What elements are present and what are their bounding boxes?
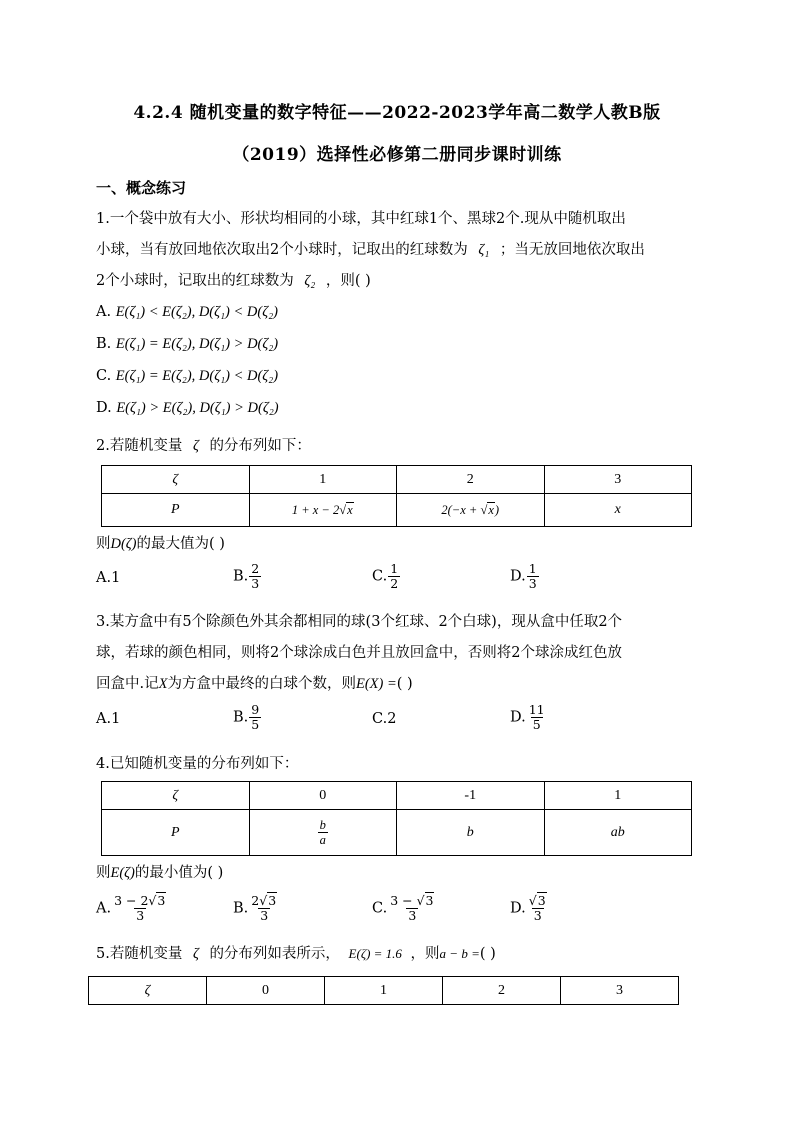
- q2-stem: [96, 434, 311, 455]
- table-cell: [249, 810, 397, 856]
- q3-option-d: [510, 703, 548, 732]
- table-cell: ζ: [102, 782, 250, 810]
- option-expr: E(ζ₁) = E(ζ₂), D(ζ₁) > D(ζ₂): [115, 336, 279, 352]
- q3-stem-line-1: 3.某方盒中有5个除颜色外其余都相同的球(3个红球、2个白球)，现从盒中任取2个: [96, 614, 623, 630]
- option-label: A.: [96, 711, 112, 727]
- q3-stem-line-2: 球，若球的颜色相同，则将2个球涂成白色并且放回盒中，否则将2个球涂成红色放: [96, 645, 622, 661]
- cell-expr: x: [488, 502, 494, 517]
- table-cell: ζ: [102, 466, 250, 494]
- num-root: 3: [268, 893, 277, 908]
- table-cell: ab: [544, 810, 692, 856]
- option-label: C.: [96, 368, 112, 384]
- q2-option-d: [510, 562, 540, 591]
- q5-text: ，则: [410, 946, 440, 962]
- option-label: B.: [233, 568, 249, 585]
- denominator: 3: [251, 576, 260, 591]
- option-label: D.: [510, 900, 526, 917]
- q3-option-a: [96, 711, 120, 727]
- q4-option-c: [372, 894, 437, 923]
- cell-expr: 2(−x +: [441, 502, 481, 517]
- q1-stem-line-1: 1.一个袋中放有大小、形状均相同的小球，其中红球1个、黑球2个.现从中随机取出: [96, 211, 626, 227]
- numerator: b: [319, 818, 326, 832]
- fraction: [388, 562, 400, 591]
- option-label: B.: [233, 709, 249, 726]
- num-part: 3 −: [390, 893, 417, 908]
- sqrt-symbol: √: [339, 502, 347, 517]
- q2-distribution-table: [101, 465, 692, 527]
- fraction: [249, 562, 261, 591]
- q2-text: 2.若随机变量: [96, 438, 183, 454]
- numerator: [249, 894, 279, 908]
- table-cell: 3: [544, 466, 692, 494]
- denominator: 5: [532, 717, 541, 732]
- option-expr: E(ζ₁) < E(ζ₂), D(ζ₁) < D(ζ₂): [115, 304, 278, 320]
- q4-text: 的最小值为( ): [134, 865, 224, 881]
- sqrt-symbol: √: [148, 893, 157, 908]
- q1-zeta2: ζ₂: [304, 273, 316, 289]
- q4-expr: E(ζ): [110, 865, 135, 881]
- option-label: C.: [372, 711, 388, 727]
- q1-text: 小球，当有放回地依次取出2个小球时，记取出的红球数为: [96, 242, 468, 258]
- q1-option-b: [96, 336, 278, 353]
- q1-zeta1: ζ₁: [478, 242, 490, 258]
- q2-zeta: ζ: [192, 438, 199, 454]
- table-row: [102, 782, 692, 810]
- page-title-line-2: （2019）选择性必修第二册同步课时训练: [232, 145, 562, 165]
- num-part: 2: [251, 893, 260, 908]
- option-label: A.: [96, 304, 112, 320]
- q2-text: 则: [96, 536, 111, 552]
- option-label: D.: [510, 568, 526, 585]
- q3-option-c: [372, 711, 396, 727]
- q2-option-a: [96, 570, 120, 586]
- table-cell: ζ: [89, 977, 207, 1005]
- q1-option-a: [96, 304, 278, 321]
- option-value: 2: [387, 711, 397, 727]
- q4-option-d: [510, 894, 550, 923]
- numerator: 1: [528, 561, 537, 576]
- table-row: [102, 466, 692, 494]
- numerator: [112, 894, 168, 908]
- denominator: 3: [408, 908, 417, 923]
- fraction: [527, 562, 539, 591]
- num-root: 3: [425, 893, 434, 908]
- denominator: 2: [390, 576, 399, 591]
- table-cell: 1: [544, 782, 692, 810]
- table-cell: -1: [397, 782, 545, 810]
- numerator: 1: [390, 561, 399, 576]
- table-row: [89, 977, 679, 1005]
- fraction: [112, 894, 168, 923]
- option-label: B.: [96, 336, 112, 352]
- table-row: [102, 494, 692, 527]
- numerator: 11: [528, 702, 545, 717]
- q3-var: X: [158, 676, 168, 692]
- q2-expr: D(ζ): [110, 536, 137, 552]
- section-heading: 一、概念练习: [96, 179, 187, 197]
- q4-option-a: [96, 894, 169, 923]
- table-cell: P: [102, 810, 250, 856]
- fraction: [388, 894, 436, 923]
- table-cell: x: [544, 494, 692, 527]
- denominator: 3: [260, 908, 269, 923]
- q2-text: 的分布列如下：: [209, 438, 311, 454]
- q5-text: 的分布列如表所示，: [209, 946, 340, 962]
- q3-option-b: [233, 703, 262, 732]
- q3-text: ( ): [396, 676, 413, 692]
- option-label: D.: [96, 400, 112, 416]
- table-cell: 0: [207, 977, 325, 1005]
- q4-stem: 4.已知随机变量的分布列如下：: [96, 756, 299, 772]
- q2-text: 的最大值为( ): [136, 536, 225, 552]
- q4-distribution-table: [101, 781, 692, 856]
- cell-expr: x: [347, 502, 353, 517]
- q2-follow: [96, 532, 225, 553]
- fraction: [527, 894, 549, 923]
- numerator: 2: [251, 561, 260, 576]
- sqrt-symbol: √: [528, 893, 537, 908]
- option-value: 1: [111, 570, 121, 586]
- option-label: D.: [510, 709, 526, 726]
- sqrt-symbol: √: [416, 893, 425, 908]
- option-label: C.: [372, 900, 388, 917]
- sqrt-symbol: √: [480, 502, 488, 517]
- q5-distribution-table: [88, 976, 679, 1005]
- option-label: A.: [96, 900, 112, 917]
- page-title-line-1: 4.2.4 随机变量的数字特征——2022-2023学年高二数学人教B版: [133, 103, 661, 123]
- table-cell: P: [102, 494, 250, 527]
- option-label: A.: [96, 570, 112, 586]
- numerator: [527, 894, 549, 908]
- q3-stem-line-3: [96, 672, 413, 693]
- q4-follow: [96, 861, 223, 882]
- table-cell: 1: [325, 977, 443, 1005]
- table-cell: 2: [443, 977, 561, 1005]
- denominator: 3: [136, 908, 145, 923]
- denominator: 3: [533, 908, 542, 923]
- option-expr: E(ζ₁) = E(ζ₂), D(ζ₁) < D(ζ₂): [115, 368, 279, 384]
- table-cell: 0: [249, 782, 397, 810]
- q5-expr: a − b =: [439, 946, 480, 961]
- q4-text: 则: [96, 865, 111, 881]
- q1-stem-line-2: [96, 238, 645, 259]
- num-part: 3 − 2: [114, 893, 149, 908]
- q3-expr: E(X) =: [355, 676, 397, 692]
- q5-expr: E(ζ) = 1.6: [348, 946, 402, 961]
- cell-expr: 1 + x − 2: [291, 502, 340, 517]
- q2-option-c: [372, 562, 401, 591]
- q1-stem-line-3: [96, 269, 371, 290]
- table-cell: [249, 494, 397, 527]
- sqrt-symbol: √: [259, 893, 268, 908]
- fraction: [249, 894, 279, 923]
- q5-text: ( ): [479, 946, 496, 962]
- fraction: [249, 703, 261, 732]
- denominator: a: [319, 833, 326, 847]
- q4-option-b: [233, 894, 280, 923]
- table-cell: b: [397, 810, 545, 856]
- q1-text: ；当无放回地依次取出: [499, 242, 645, 258]
- denominator: 5: [251, 717, 260, 732]
- option-label: B.: [233, 900, 249, 917]
- option-value: 1: [111, 711, 121, 727]
- numerator: 9: [251, 702, 260, 717]
- table-cell: [397, 494, 545, 527]
- table-cell: 1: [249, 466, 397, 494]
- q5-zeta: ζ: [192, 946, 199, 962]
- q1-text: ，则( ): [325, 273, 371, 289]
- table-row: [102, 810, 692, 856]
- q2-option-b: [233, 562, 262, 591]
- q3-text: 回盒中.记: [96, 676, 159, 692]
- q5-stem: [96, 942, 496, 963]
- fraction: [318, 818, 328, 847]
- denominator: 3: [528, 576, 537, 591]
- q5-text: 5.若随机变量: [96, 946, 183, 962]
- q3-text: 为方盒中最终的白球个数，则: [167, 676, 356, 692]
- q1-text: 2个小球时，记取出的红球数为: [96, 273, 294, 289]
- cell-expr: ): [494, 502, 500, 517]
- option-expr: E(ζ₁) > E(ζ₂), D(ζ₁) > D(ζ₂): [116, 400, 279, 416]
- num-root: 3: [537, 893, 546, 908]
- table-cell: 3: [561, 977, 679, 1005]
- q1-option-d: [96, 400, 279, 417]
- fraction: [527, 703, 547, 732]
- table-cell: 2: [397, 466, 545, 494]
- option-label: C.: [372, 568, 388, 585]
- num-root: 3: [157, 893, 166, 908]
- numerator: [388, 894, 436, 908]
- q1-option-c: [96, 368, 278, 385]
